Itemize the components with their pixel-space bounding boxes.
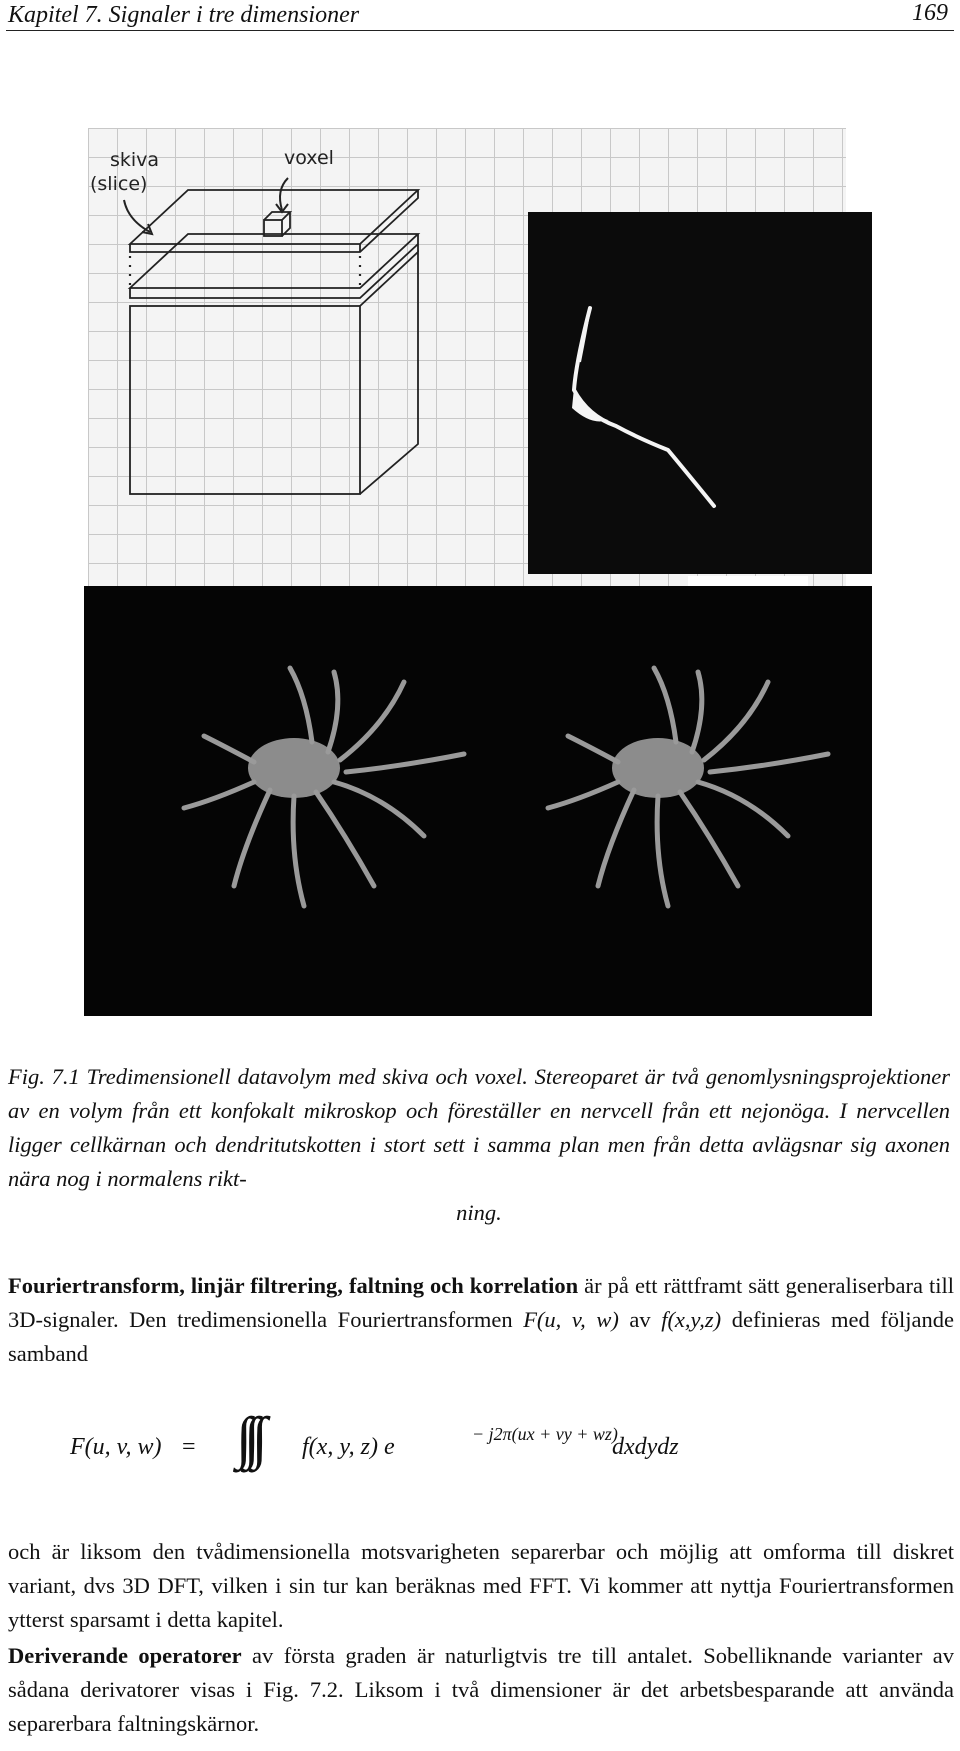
stereo-neuron-pair: [84, 586, 872, 1016]
label-slice: (slice): [90, 173, 148, 195]
neuron-right: [548, 668, 828, 906]
equation-integrand: f(x, y, z) e: [302, 1434, 395, 1460]
volume-block: [130, 234, 418, 494]
paragraph-fourier: [8, 1269, 954, 1371]
label-voxel: voxel: [284, 147, 334, 169]
chapter-title: Kapitel 7. Signaler i tre dimensioner: [8, 2, 360, 28]
equation-differential: dxdydz: [612, 1434, 679, 1460]
p1-text-a: är på ett rättframt sätt generaliserbara till 3D-signaler. Den tredimensionella Fouriertransformen: [8, 1273, 954, 1332]
p1-text-c: definieras med följande samband: [8, 1307, 954, 1366]
p3-text: av första graden är naturligtvis tre till antalet. Sobelliknande varianter av sådana derivatorer visas i Fig. 7.2. Liksom i två dimensioner är det arbetsbesparande att använda separerbara faltningskärnor.: [8, 1643, 954, 1736]
slice-gap-dots: [130, 256, 360, 286]
symbol-f-xyz: f(x,y,z): [661, 1307, 722, 1332]
caption-last-line: ning.: [456, 1200, 502, 1225]
triple-integral: ∫∫∫: [236, 1405, 260, 1470]
caption-text: Fig. 7.1 Tredimensionell datavolym med skiva och voxel. Stereoparet är två genomlysningsprojektioner av en volym från ett konfokalt mikroskop och föreställer en nervcell från ett nejonöga. I nervcellen ligger cellkärnan och dendritutskotten i stort sett i samma plan men från detta avlägsnar sig axonen nära nog i normalens rikt-: [8, 1064, 950, 1191]
slice-plate: [130, 190, 418, 252]
axon-trace: [528, 212, 872, 574]
equation-lhs: F(u, v, w): [70, 1434, 162, 1460]
voxel-cube: [264, 212, 290, 236]
axon-projection-image: [528, 212, 872, 574]
arrow-to-slice: [124, 200, 150, 232]
equation-equals: =: [182, 1434, 196, 1460]
figure-7-1: [88, 128, 872, 1016]
neuron-left: [184, 668, 464, 906]
fourier-equation: [70, 1398, 770, 1478]
label-skiva: skiva: [110, 149, 160, 171]
symbol-F-uvw: F(u, v, w): [523, 1307, 619, 1332]
page-number: 169: [912, 0, 948, 26]
paragraph-separable: och är liksom den tvådimensionella motsvarigheten separerbar och möjlig att omforma till diskret variant, dvs 3D DFT, vilken i sin tur kan beräknas med FFT. Vi kommer att nyttja Fouriertransformen ytterst sparsamt i detta kapitel.: [8, 1539, 954, 1632]
equation-exponent: − j2π(ux + vy + wz): [472, 1424, 618, 1444]
term-fourier: Fouriertransform, linjär filtrering, faltning och korrelation: [8, 1273, 579, 1298]
paragraph-derivative: [8, 1639, 954, 1741]
stereo-pair-images: [84, 586, 872, 1016]
p1-text-b: av: [618, 1307, 662, 1332]
running-head: [6, 0, 954, 31]
figure-caption: [8, 1060, 950, 1230]
term-derivative-operators: Deriverande operatorer: [8, 1643, 242, 1668]
